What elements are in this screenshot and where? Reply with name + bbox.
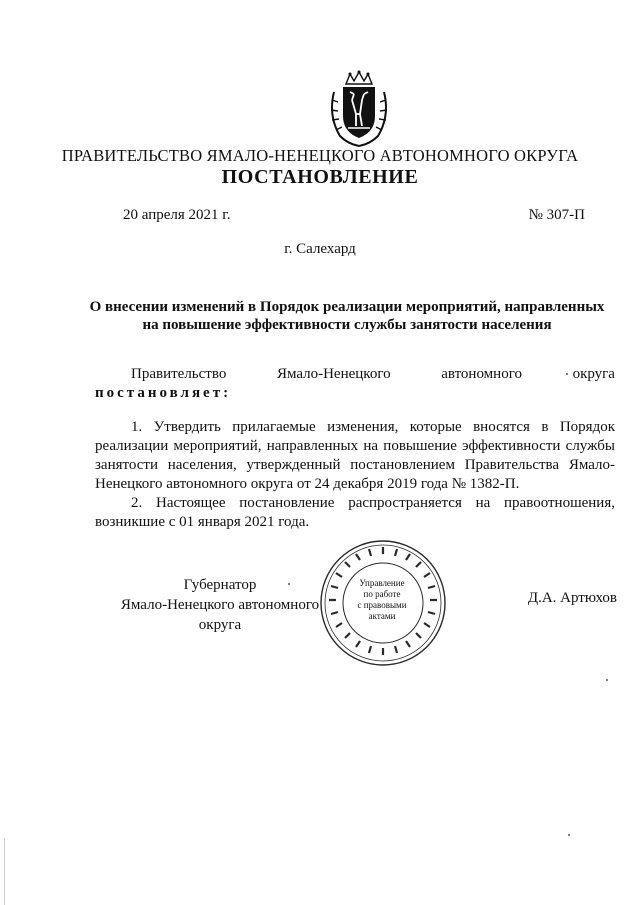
signatory-title (100, 575, 340, 635)
government-title: ПРАВИТЕЛЬСТВО ЯМАЛО-НЕНЕЦКОГО АВТОНОМНОГО ОКРУГА (61, 146, 579, 165)
document-type: ПОСТАНОВЛЕНИЕ (221, 166, 419, 188)
signatory-title-line-2: Ямало-Ненецкого автономного округа (120, 597, 320, 633)
stamp-line-4: актами (368, 611, 396, 621)
subject-line-2: на повышение эффективности службы занятости населения (142, 317, 552, 333)
intro-word-autonomous: автономного (441, 366, 522, 382)
stamp-line-2: по работе (363, 589, 401, 599)
signatory-name: Д.А. Артюхов (527, 590, 617, 606)
decree-word: постановляет: (95, 385, 232, 401)
subject-line-1: О внесении изменений в Порядок реализации мероприятий, направленных (89, 299, 605, 315)
scan-speck (288, 583, 290, 585)
document-number: № 307-П (528, 207, 585, 223)
signatory-title-line-1: Губернатор (183, 577, 257, 593)
intro-word-government: Правительство (131, 366, 227, 382)
scan-speck (568, 834, 570, 836)
paragraph-2: 2. Настоящее постановление распространяется на правоотношения, возникшие с 01 января 2021 года. (95, 495, 615, 530)
scan-margin-line (4, 838, 5, 905)
intro-word-okrug: округа (572, 366, 615, 382)
document-date: 20 апреля 2021 г. (123, 207, 231, 223)
paragraph-1: 1. Утвердить прилагаемые изменения, которые вносятся в Порядок реализации мероприятий, направленных на повышение эффективности службы занятости населения, утвержденный постановлением Правительства Ямало-Ненецкого автономного округа от 24 декабря 2019 года № 1382-П. (95, 419, 615, 492)
document-subject (80, 298, 614, 334)
stamp-line-3: с правовыми (357, 600, 407, 610)
coat-of-arms-icon (326, 70, 392, 150)
scan-speck (606, 679, 608, 681)
scan-speck (566, 373, 568, 375)
stamp-line-1: Управление (359, 578, 405, 588)
stamp-text (352, 578, 412, 622)
intro-word-region: Ямало-Ненецкого (276, 366, 391, 382)
intro-line (131, 366, 615, 383)
document-city: г. Салехард (284, 241, 356, 257)
